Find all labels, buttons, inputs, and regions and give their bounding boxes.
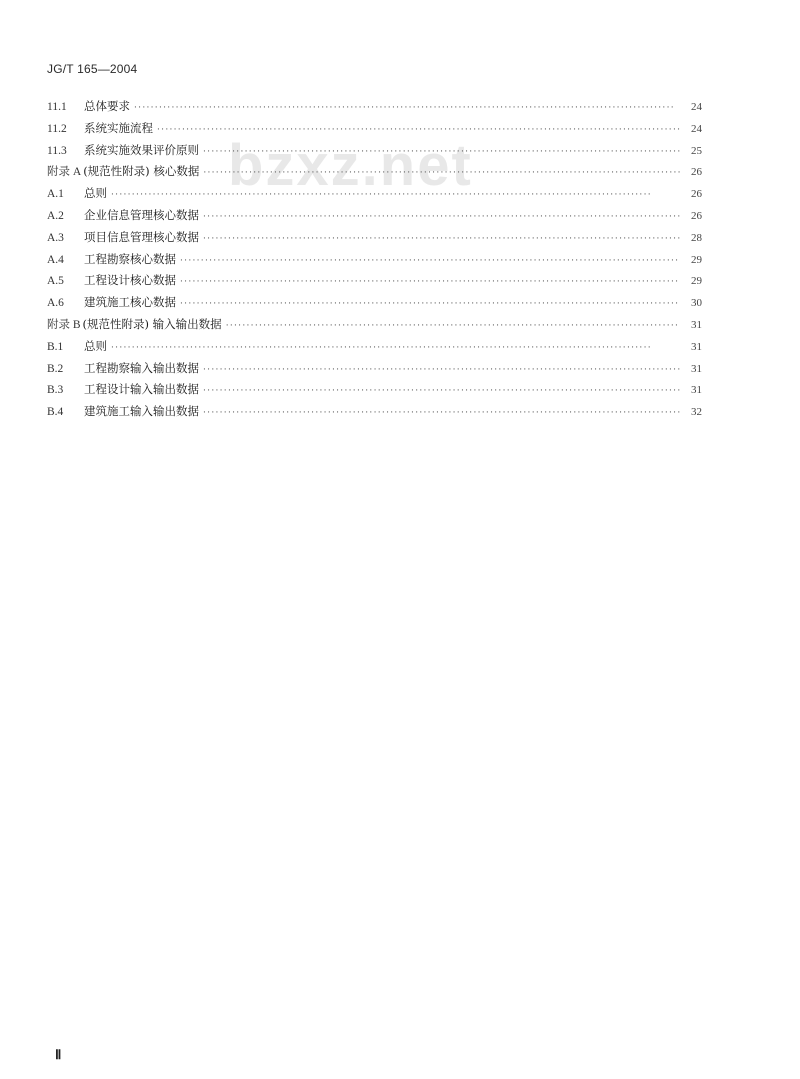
toc-entry-number: B.2 xyxy=(47,362,64,375)
toc-entry-title: 系统实施效果评价原则 xyxy=(84,142,199,157)
dot-leader xyxy=(203,229,680,251)
toc-entry-number: B.4 xyxy=(47,406,64,419)
toc-entry-number: B.3 xyxy=(47,384,64,397)
toc-entry-page: 29 xyxy=(691,253,702,266)
dot-leader xyxy=(180,294,680,316)
toc-entry-title: (规范性附录) 输入输出数据 xyxy=(82,316,222,331)
toc-entry-a-4[interactable] xyxy=(47,249,702,271)
dot-leader xyxy=(180,251,680,273)
dot-leader xyxy=(157,120,680,142)
toc-entry-a-3[interactable] xyxy=(47,227,702,249)
toc-entry-11-3[interactable] xyxy=(47,140,702,162)
toc-entry-number: 附录 B xyxy=(47,318,81,331)
dot-leader xyxy=(203,403,680,425)
dot-leader xyxy=(111,338,680,360)
toc-entry-title: 系统实施流程 xyxy=(84,120,153,135)
dot-leader xyxy=(203,142,680,164)
toc-entry-number: A.3 xyxy=(47,231,64,244)
page-number: Ⅱ xyxy=(55,1047,62,1062)
toc-entry-title: 项目信息管理核心数据 xyxy=(84,229,199,244)
toc-entry-a-6[interactable] xyxy=(47,292,702,314)
dot-leader xyxy=(203,207,680,229)
toc-entry-page: 26 xyxy=(691,166,702,179)
dot-leader xyxy=(180,272,680,294)
toc-entry-title: 工程勘察核心数据 xyxy=(84,251,176,266)
dot-leader xyxy=(111,185,680,207)
toc-entry-title: (规范性附录) 核心数据 xyxy=(83,164,200,179)
dot-leader xyxy=(203,381,680,403)
dot-leader xyxy=(226,316,680,338)
toc-entry-b-4[interactable] xyxy=(47,401,702,423)
toc-entry-title: 工程设计输入输出数据 xyxy=(84,382,199,397)
toc-entry-title: 总则 xyxy=(84,338,107,353)
toc-entry-number: 11.2 xyxy=(47,122,67,135)
toc-entry-page: 30 xyxy=(691,297,702,310)
toc-entry-page: 32 xyxy=(691,406,702,419)
toc-entry-page: 26 xyxy=(691,209,702,222)
toc-entry-number: 11.1 xyxy=(47,101,67,113)
toc-entry-page: 31 xyxy=(691,384,702,397)
toc-entry-page: 26 xyxy=(691,188,702,201)
toc-entry-page: 31 xyxy=(691,318,702,331)
dot-leader xyxy=(203,360,680,382)
toc-entry-a-2[interactable] xyxy=(47,205,702,227)
toc-entry-number: 11.3 xyxy=(47,144,67,157)
toc-entry-a-5[interactable] xyxy=(47,270,702,292)
toc-entry-b-3[interactable] xyxy=(47,379,702,401)
toc-entry-page: 24 xyxy=(691,122,702,135)
toc-entry-11-2[interactable] xyxy=(47,118,702,140)
dot-leader xyxy=(134,98,680,120)
toc-entry-page: 31 xyxy=(691,340,702,353)
dot-leader xyxy=(203,163,680,185)
toc-entry-number: A.4 xyxy=(47,253,64,266)
toc-entry-b-2[interactable] xyxy=(47,358,702,380)
toc-entry-title: 总体要求 xyxy=(84,99,130,113)
toc-entry-number: A.1 xyxy=(47,188,64,201)
toc-entry-page: 24 xyxy=(691,101,702,113)
toc-entry-page: 28 xyxy=(691,231,702,244)
toc-entry-b-1[interactable] xyxy=(47,336,702,358)
toc-entry-title: 建筑施工输入输出数据 xyxy=(84,404,199,419)
toc-entry-number: 附录 A xyxy=(47,166,82,179)
toc-entry-title: 工程设计核心数据 xyxy=(84,273,176,288)
toc-entry-number: A.2 xyxy=(47,209,64,222)
toc-entry-title: 总则 xyxy=(84,186,107,201)
toc-entry-11-1[interactable] xyxy=(47,96,702,118)
toc-entry-appendix-b[interactable] xyxy=(47,314,702,336)
toc-entry-title: 工程勘察输入输出数据 xyxy=(84,360,199,375)
toc-entry-number: A.6 xyxy=(47,297,64,310)
toc-entry-number: A.5 xyxy=(47,275,64,288)
toc-entry-title: 建筑施工核心数据 xyxy=(84,295,176,310)
standard-code-header: JG/T 165—2004 xyxy=(47,62,138,76)
table-of-contents xyxy=(47,96,702,423)
toc-entry-page: 25 xyxy=(691,144,702,157)
toc-entry-a-1[interactable] xyxy=(47,183,702,205)
toc-entry-page: 31 xyxy=(691,362,702,375)
toc-entry-number: B.1 xyxy=(47,340,64,353)
toc-entry-title: 企业信息管理核心数据 xyxy=(84,207,199,222)
toc-entry-page: 29 xyxy=(691,275,702,288)
watermark: bzxz.net xyxy=(228,133,473,198)
toc-entry-appendix-a[interactable] xyxy=(47,161,702,183)
